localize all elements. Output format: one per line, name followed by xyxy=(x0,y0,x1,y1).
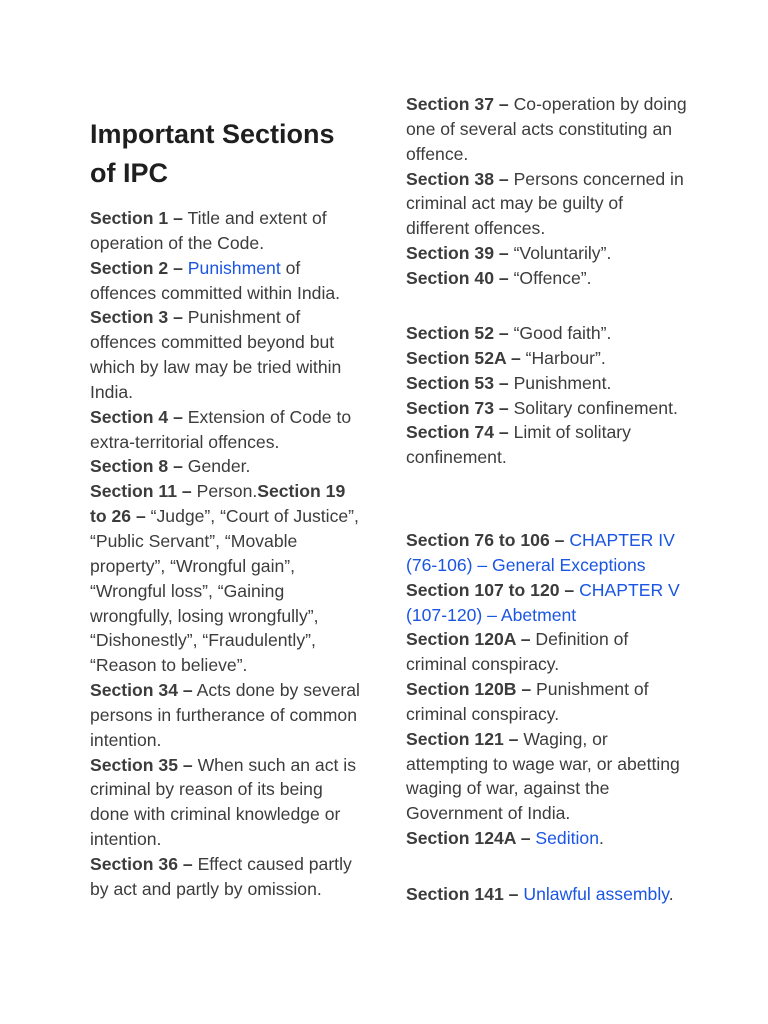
section-text: “Harbour”. xyxy=(520,347,606,368)
section-label: Section 76 to 106 – xyxy=(406,530,565,550)
section-text: Punishment. xyxy=(508,372,612,393)
section-group-2 xyxy=(406,321,688,470)
section-label: Section 2 – xyxy=(90,257,183,278)
section-label: Section 120A – xyxy=(406,629,531,650)
section-text: Title and extent of operation of the Code. xyxy=(90,208,327,253)
section-label: Section 52A – xyxy=(406,347,521,368)
section-text: Persons concerned in criminal act may be guilty of different offences. xyxy=(406,168,684,239)
section-label: Section 73 – xyxy=(406,397,509,418)
unlawful-assembly-link[interactable]: Unlawful assembly xyxy=(523,884,669,904)
section-entry xyxy=(90,852,365,902)
section-entry xyxy=(406,396,688,421)
section-text: Waging, or attempting to wage war, or abetting waging of war, against the Government of India. xyxy=(406,728,680,824)
section-text: Limit of solitary confinement. xyxy=(406,422,631,468)
section-entry xyxy=(90,753,365,852)
section-text: “Offence”. xyxy=(508,267,592,288)
section-text-after: of offences committed within India. xyxy=(90,257,341,303)
punishment-link[interactable]: Punishment xyxy=(187,257,281,278)
section-group-3 xyxy=(406,528,688,851)
section-entry xyxy=(406,321,688,346)
section-entry xyxy=(90,479,365,678)
section-label: Section 34 – xyxy=(90,680,193,701)
section-text: Person. xyxy=(191,481,258,502)
section-entry xyxy=(406,420,688,470)
section-entry xyxy=(90,405,365,455)
section-label: Section 121 – xyxy=(406,728,519,749)
section-label: Section 3 – xyxy=(90,307,183,328)
section-text: Extension of Code to extra-territorial offences. xyxy=(90,406,352,452)
section-label: Section 4 – xyxy=(90,406,183,427)
section-text: Solitary confinement. xyxy=(508,397,678,418)
section-entry xyxy=(406,727,688,826)
section-text: Co-operation by doing one of several acts constituting an offence. xyxy=(406,94,687,164)
section-entry xyxy=(406,92,688,167)
section-label: Section 37 – xyxy=(406,94,509,114)
section-entry xyxy=(406,266,688,291)
section-text: Punishment of offences committed beyond but which by law may be tried within India. xyxy=(90,307,342,402)
section-text-after: . xyxy=(668,884,674,904)
section-entry xyxy=(406,578,688,628)
section-label: Section 141 – xyxy=(406,884,519,904)
section-text-after: . xyxy=(599,828,604,849)
section-label: Section 35 – xyxy=(90,754,193,775)
section-label: Section 8 – xyxy=(90,456,183,477)
section-label: Section 124A – xyxy=(406,828,531,849)
section-entry xyxy=(406,167,688,242)
section-label: Section 38 – xyxy=(406,168,509,189)
section-group-4 xyxy=(406,882,688,907)
section-label: Section 74 – xyxy=(406,422,509,443)
section-label: Section 53 – xyxy=(406,372,509,393)
section-entry xyxy=(406,346,688,371)
section-text: “Voluntarily”. xyxy=(508,243,612,264)
section-entry xyxy=(90,256,365,306)
sedition-link[interactable]: Sedition xyxy=(535,828,599,849)
chapter-v-link[interactable]: CHAPTER V (107-120) – Abetment xyxy=(406,579,680,625)
section-text: Punishment of criminal conspiracy. xyxy=(406,679,649,724)
page-title: Important Sections of IPC xyxy=(90,119,335,188)
section-group-1 xyxy=(406,92,688,291)
section-text: When such an act is criminal by reason of its being done with criminal knowledge or intention. xyxy=(90,754,356,850)
section-label: Section 1 – xyxy=(90,208,183,228)
section-entry xyxy=(406,826,688,851)
section-entry xyxy=(406,882,688,907)
section-entry xyxy=(90,305,365,404)
section-text: Gender. xyxy=(182,456,251,477)
section-label: Section 39 – xyxy=(406,243,509,264)
section-label: Section 11 – xyxy=(90,481,192,502)
section-label: Section 36 – xyxy=(90,853,193,874)
section-label: Section 52 – xyxy=(406,323,509,343)
chapter-iv-link[interactable]: CHAPTER IV (76-106) – General Exceptions xyxy=(406,530,675,575)
section-text: “Good faith”. xyxy=(508,323,612,343)
section-entry xyxy=(90,678,365,753)
section-entry xyxy=(406,677,688,727)
section-entry xyxy=(406,371,688,396)
section-text: Effect caused partly by act and partly by omission. xyxy=(90,853,352,899)
section-label: Section 120B – xyxy=(406,679,532,700)
section-entry xyxy=(406,627,688,677)
section-label: Section 19 to 26 – xyxy=(90,481,346,527)
section-entry xyxy=(90,454,365,479)
left-section-list xyxy=(90,206,365,902)
section-label: Section 40 – xyxy=(406,267,509,288)
section-entry xyxy=(90,206,365,256)
section-text: “Judge”, “Court of Justice”, “Public Servant”, “Movable property”, “Wrongful gain”, “Wrongful loss”, “Gaining wrongfully, losing wrongfully”, “Dishonestly”, “Fraudulently”, “Reason to believe”. xyxy=(90,506,359,676)
section-label: Section 107 to 120 – xyxy=(406,579,575,600)
section-text: Acts done by several persons in furtherance of common intention. xyxy=(90,680,360,750)
section-entry xyxy=(406,528,688,578)
section-entry xyxy=(406,241,688,266)
section-text: Definition of criminal conspiracy. xyxy=(406,629,629,675)
